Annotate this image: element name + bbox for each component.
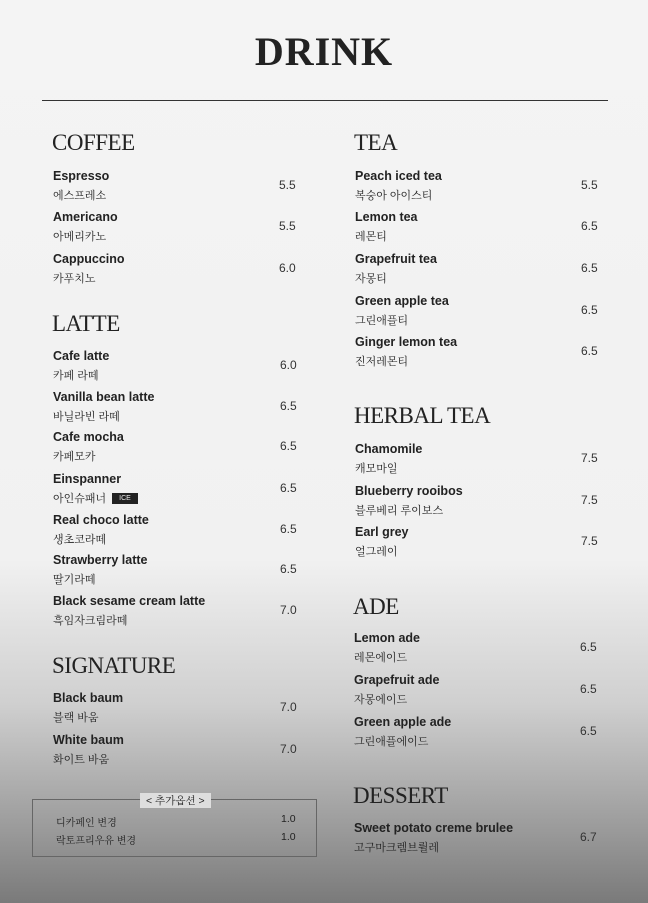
menu-item-ginger-lemon-tea [355,335,457,369]
item-name-ko: 그린애플티 [355,315,409,327]
item-price: 7.5 [581,534,598,548]
menu-item-espresso [53,169,109,203]
option-price-decaf: 1.0 [281,813,296,825]
ice-badge: ICE [112,493,138,504]
item-name-en: Espresso [53,169,110,183]
menu-item-sweet-potato-creme-brulee [354,821,513,855]
item-name-ko: 카페모카 [53,451,96,463]
item-price: 7.5 [581,493,598,507]
item-price: 6.5 [280,522,297,536]
item-name-ko: 에스프레소 [53,190,107,202]
menu-item-strawberry-latte [53,553,147,587]
item-name-en: Ginger lemon tea [355,335,458,349]
menu-item-cafe-mocha [53,430,124,464]
menu-item-real-choco-latte [53,513,149,547]
item-price: 6.5 [580,724,597,738]
item-name-ko: 레몬티 [355,231,387,243]
item-price: 7.0 [280,603,297,617]
item-name-ko-row [53,490,138,506]
item-price: 6.5 [280,481,297,495]
item-name-ko: 복숭아 아이스티 [355,190,433,202]
section-heading-herbal-tea: HERBAL TEA [354,403,491,428]
item-name-en: Grapefruit ade [354,673,440,687]
menu-item-cappuccino [53,252,125,286]
item-name-en: Chamomile [355,442,423,456]
item-name-en: Americano [53,210,118,224]
item-name-ko: 카푸치노 [53,273,96,285]
item-price: 6.0 [279,261,296,275]
item-name-en: Cafe mocha [53,430,124,444]
item-name-en: Lemon ade [354,631,420,645]
section-heading-tea: TEA [354,130,398,155]
item-name-en: Blueberry rooibos [355,484,463,498]
item-name-ko: 자몽티 [355,273,387,285]
item-name-en: Real choco latte [53,513,149,527]
item-price: 6.5 [280,562,297,576]
item-name-en: Lemon tea [355,210,418,224]
item-price: 6.5 [280,439,297,453]
item-price: 6.0 [280,358,297,372]
item-name-ko: 생초코라떼 [53,534,107,546]
menu-item-americano [53,210,118,244]
option-price-lactose-free: 1.0 [281,831,296,843]
extra-options-heading: < 추가옵션 > [140,793,211,808]
item-price: 6.5 [580,640,597,654]
item-price: 6.5 [581,261,598,275]
item-name-ko: 진저레몬티 [355,356,409,368]
item-name-en: Green apple tea [355,294,449,308]
section-heading-coffee: COFFEE [52,130,135,155]
option-name-decaf: 디카페인 변경 [56,818,117,829]
item-price: 6.7 [580,830,597,844]
item-name-ko: 아메리카노 [53,231,107,243]
item-name-ko: 자몽에이드 [354,694,408,706]
item-name-en: Vanilla bean latte [53,390,155,404]
menu-item-vanilla-bean-latte [53,390,154,424]
item-price: 5.5 [279,178,296,192]
item-name-en: Green apple ade [354,715,452,729]
menu-item-cafe-latte [53,349,109,383]
item-name-ko: 고구마크렘브륄레 [354,842,440,854]
item-name-en: Cafe latte [53,349,110,363]
section-heading-signature: SIGNATURE [52,653,176,678]
item-name-en: White baum [53,733,124,747]
item-name-en: Cappuccino [53,252,125,266]
item-price: 5.5 [581,178,598,192]
menu-item-grapefruit-ade [354,673,439,707]
item-price: 5.5 [279,219,296,233]
item-price: 7.5 [581,451,598,465]
item-price: 6.5 [280,399,297,413]
menu-item-green-apple-tea [355,294,449,328]
menu-item-lemon-tea [355,210,418,244]
item-price: 6.5 [581,303,598,317]
menu-item-einspanner [53,472,138,506]
menu-item-green-apple-ade [354,715,451,749]
item-name-ko: 카페 라떼 [53,370,99,382]
menu-item-white-baum [53,733,124,767]
menu-item-grapefruit-tea [355,252,437,286]
option-name-lactose-free: 락토프리우유 변경 [56,836,137,847]
item-name-ko: 바닐라빈 라떼 [53,411,120,423]
item-price: 6.5 [581,344,598,358]
item-name-ko: 딸기라떼 [53,574,96,586]
item-name-ko: 얼그레이 [355,546,398,558]
item-name-ko: 화이트 바움 [53,754,110,766]
item-name-ko: 그린애플에이드 [354,736,429,748]
menu-item-peach-iced-tea [355,169,442,203]
item-price: 7.0 [280,742,297,756]
item-name-en: Einspanner [53,472,122,486]
menu-item-chamomile [355,442,422,476]
menu-item-lemon-ade [354,631,420,665]
menu-title: DRINK [254,29,394,74]
item-name-ko: 흑임자크림라떼 [53,615,128,627]
menu-item-blueberry-rooibos [355,484,463,518]
item-name-en: Black sesame cream latte [53,594,206,608]
item-name-en: Grapefruit tea [355,252,437,266]
item-name-en: Strawberry latte [53,553,148,567]
menu-item-black-sesame-cream-latte [53,594,205,628]
item-price: 7.0 [280,700,297,714]
item-name-ko: 블루베리 루이보스 [355,505,444,517]
section-heading-dessert: DESSERT [353,783,448,808]
item-name-en: Sweet potato creme brulee [354,821,514,835]
item-name-en: Black baum [53,691,124,705]
item-name-ko: 아인슈패너 [53,493,107,505]
section-heading-ade: ADE [353,594,399,619]
section-heading-latte: LATTE [52,311,120,336]
item-name-en: Earl grey [355,525,409,539]
item-price: 6.5 [581,219,598,233]
item-name-ko: 캐모마일 [355,463,398,475]
menu-item-earl-grey [355,525,409,559]
item-name-ko: 블랙 바움 [53,712,99,724]
item-name-en: Peach iced tea [355,169,442,183]
item-price: 6.5 [580,682,597,696]
menu-item-black-baum [53,691,123,725]
item-name-ko: 레몬에이드 [354,652,408,664]
title-divider [42,100,608,101]
